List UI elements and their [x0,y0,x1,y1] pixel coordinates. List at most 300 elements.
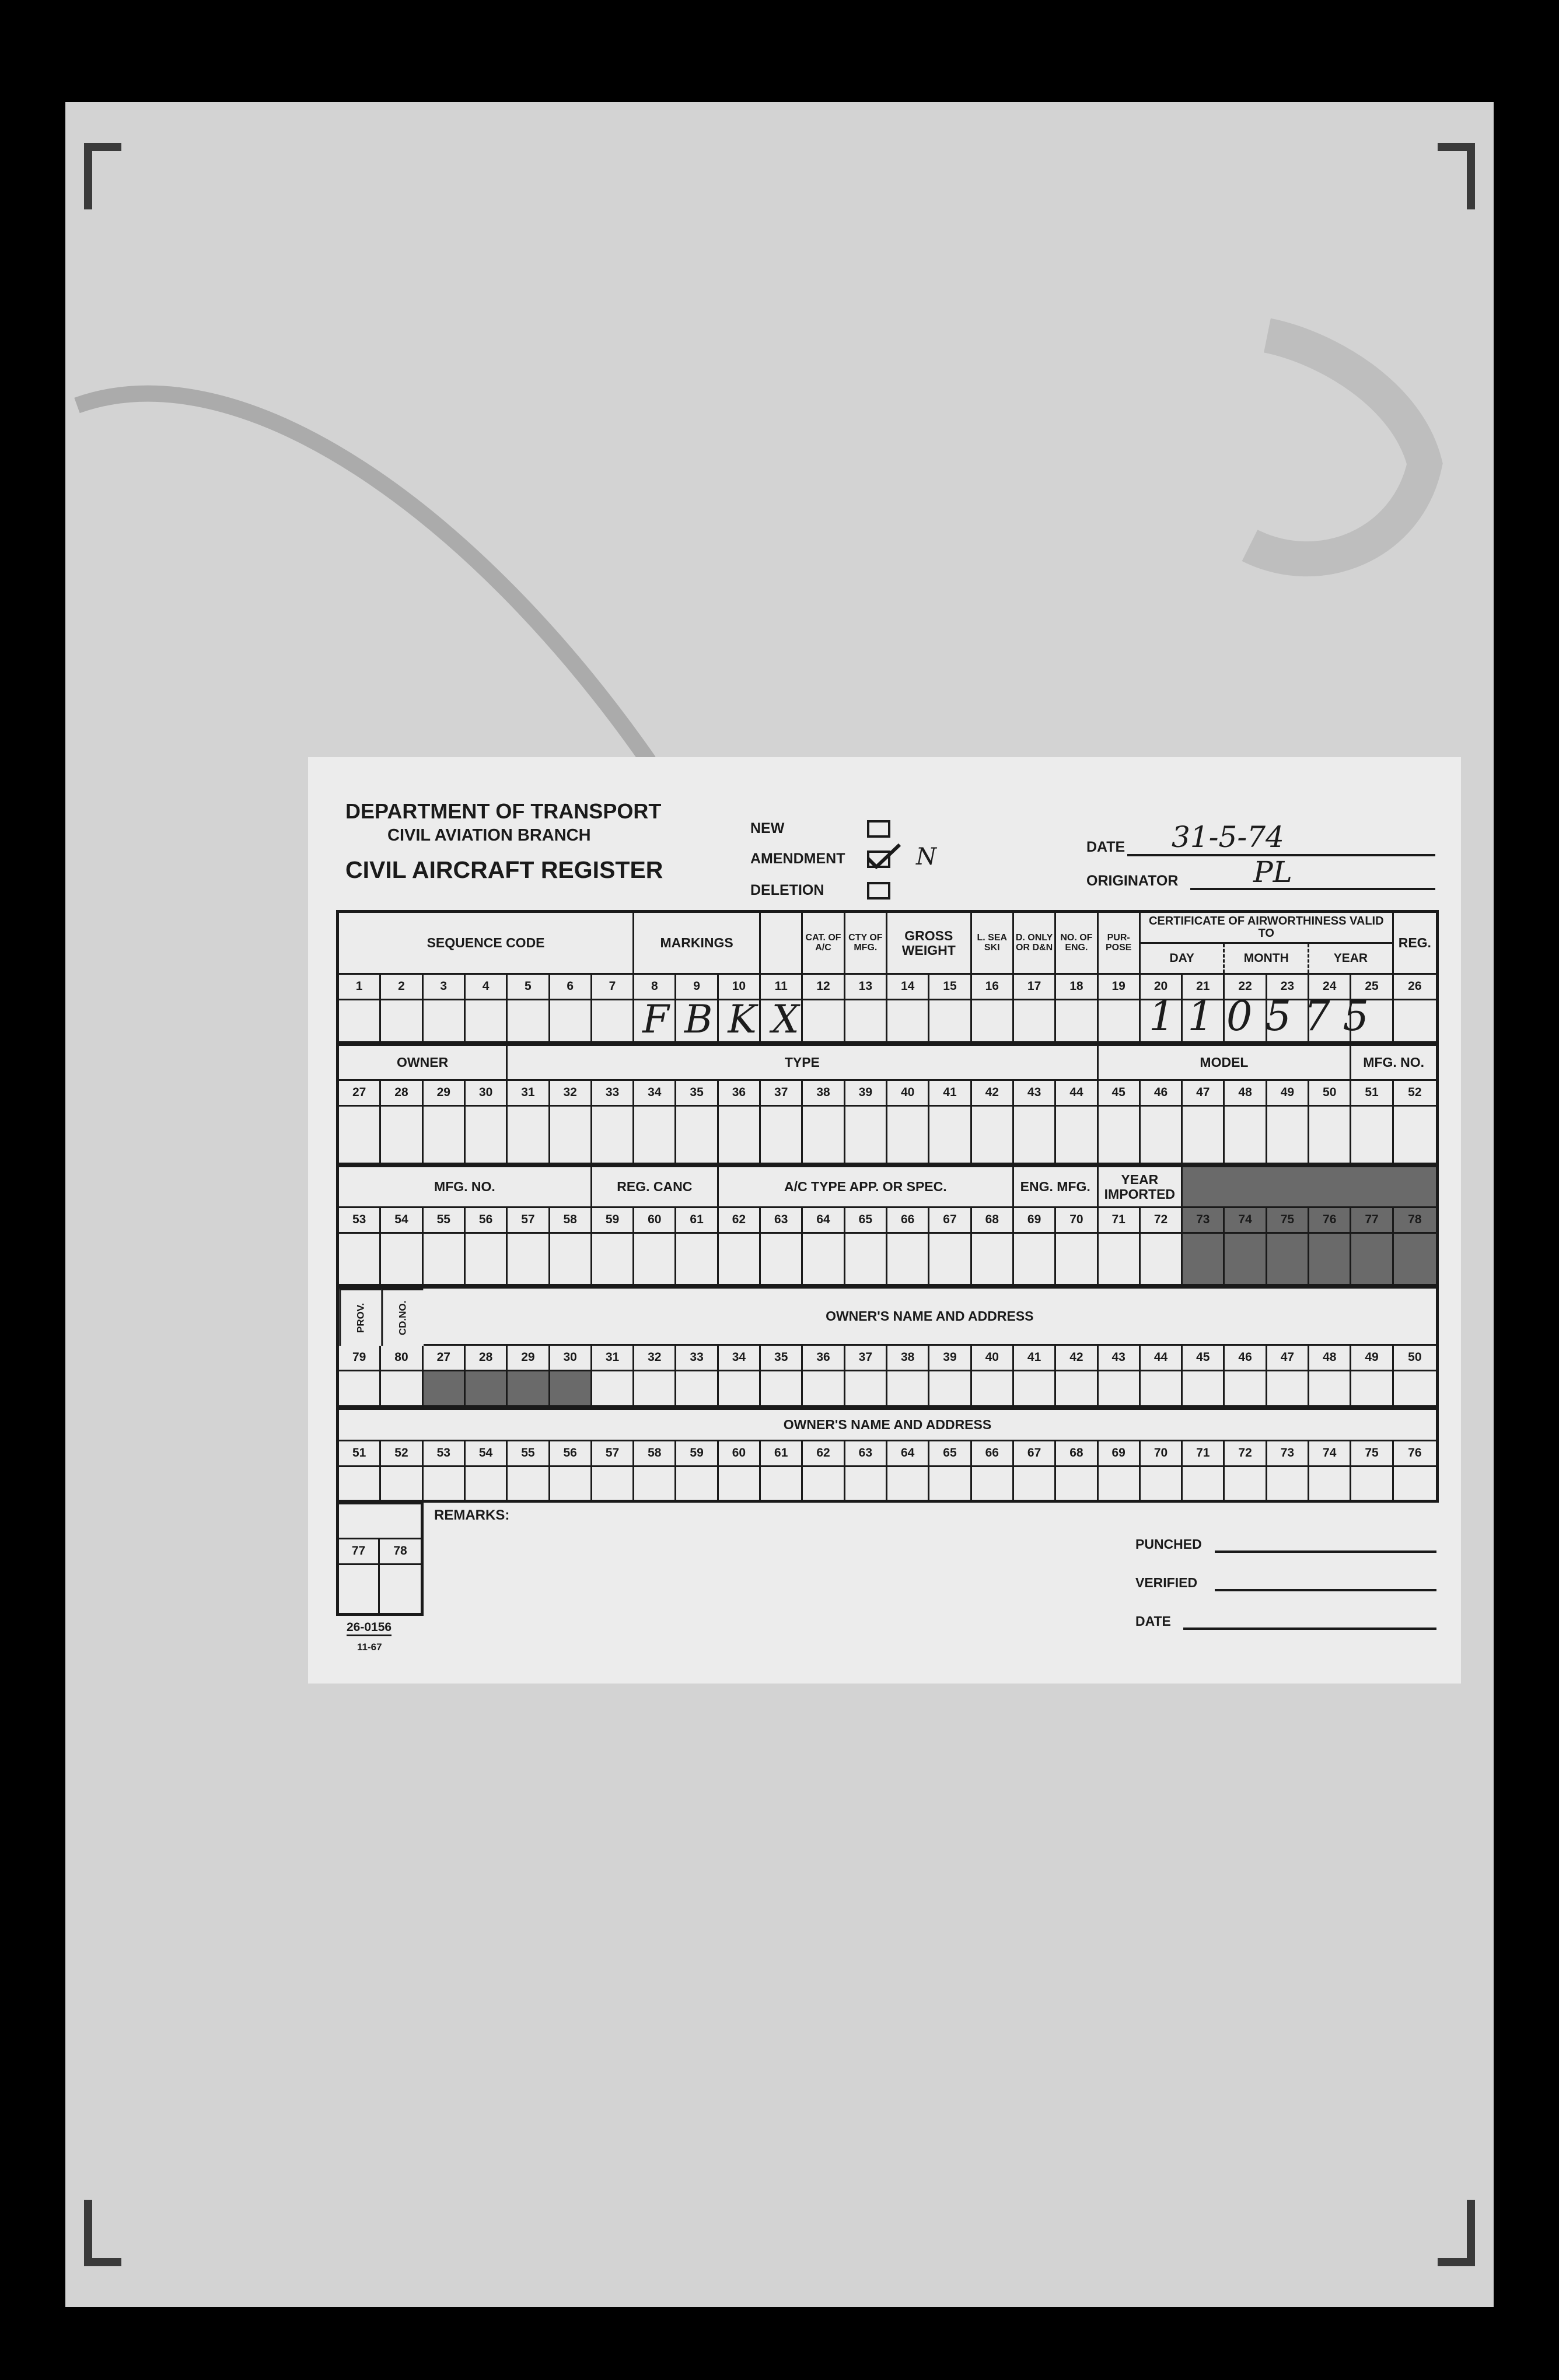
header-certificate-title: CERTIFICATE OF AIRWORTHINESS VALID TO [1141,913,1392,944]
header-sequence-code: SEQUENCE CODE [339,913,634,975]
grid-section-6 [336,1502,424,1616]
deletion-checkbox[interactable] [867,882,890,900]
entry-cell[interactable] [929,1000,971,1041]
form-date: 11-67 [357,1642,382,1653]
column-number: 45 [1183,1346,1225,1371]
header-sea-ski: L. SEA SKI [972,913,1014,975]
column-number: 10 [719,975,761,1000]
entry-cell[interactable] [634,1107,676,1163]
column-number: 34 [719,1346,761,1371]
column-number: 12 [803,975,845,1000]
column-number: 50 [1394,1346,1436,1371]
entry-cell[interactable] [972,1234,1014,1284]
entry-cell[interactable] [550,1467,592,1500]
column-number: 55 [508,1441,550,1467]
column-number: 32 [634,1346,676,1371]
entry-cell[interactable] [592,1107,634,1163]
entry-cell[interactable] [929,1234,971,1284]
header-markings: MARKINGS [634,913,761,975]
column-number: 44 [1056,1081,1098,1107]
column-number: 73 [1183,1208,1225,1234]
entry-cell[interactable] [550,1234,592,1284]
entry-cell[interactable] [1056,1234,1098,1284]
column-number: 62 [803,1441,845,1467]
verified-line [1215,1589,1436,1591]
originator-line [1190,888,1435,890]
entry-cell[interactable] [466,1467,508,1500]
header-certificate [1141,913,1394,975]
column-number: 72 [1141,1208,1183,1234]
entry-cell[interactable] [1309,1371,1351,1405]
column-number: 58 [634,1441,676,1467]
column-number: 25 [1351,975,1393,1000]
entry-cell[interactable] [845,1107,887,1163]
column-number: 51 [1351,1081,1393,1107]
new-checkbox[interactable] [867,820,890,838]
entry-cell[interactable] [1014,1467,1056,1500]
entry-cell[interactable] [550,1000,592,1041]
entry-cell[interactable] [1351,1107,1393,1163]
entry-cell[interactable] [339,1107,381,1163]
entry-cell[interactable] [887,1467,929,1500]
entry-cell[interactable] [634,1234,676,1284]
header-certificate-sub [1141,944,1392,973]
entry-cell[interactable] [719,1371,761,1405]
entry-cell[interactable] [761,1107,803,1163]
entry-cell[interactable] [1014,1107,1056,1163]
header-year: YEAR [1333,951,1368,965]
entry-cell[interactable] [1267,1371,1309,1405]
column-number: 62 [719,1208,761,1234]
header-owners-name-address-2: OWNER'S NAME AND ADDRESS [339,1410,1436,1441]
entry-cell[interactable] [887,1371,929,1405]
entry-cell[interactable] [592,1000,634,1041]
column-number: 7 [592,975,634,1000]
entry-cell[interactable] [1394,1371,1436,1405]
entry-cell[interactable] [761,1371,803,1405]
civil-aircraft-register-card [308,757,1461,1684]
column-number: 23 [1267,975,1309,1000]
column-number: 51 [339,1441,381,1467]
entry-cell[interactable] [676,1467,718,1500]
entry-cell[interactable] [761,1234,803,1284]
entry-cell[interactable] [381,1371,423,1405]
column-number: 69 [1014,1208,1056,1234]
column-number: 77 [339,1539,380,1565]
header-purpose: PUR-POSE [1099,913,1141,975]
column-number: 50 [1309,1081,1351,1107]
column-number: 78 [380,1539,421,1565]
option-amendment-label: AMENDMENT [750,850,845,867]
column-number: 18 [1056,975,1098,1000]
register-title: CIVIL AIRCRAFT REGISTER [345,856,663,883]
entry-cell[interactable] [381,1234,423,1284]
grid-section-4 [336,1286,1439,1408]
column-number: 40 [887,1081,929,1107]
entry-cell[interactable] [887,1000,929,1041]
entry-cell[interactable] [1267,1234,1309,1284]
header-gross-weight: GROSS WEIGHT [887,913,972,975]
column-number: 57 [592,1441,634,1467]
column-number: 53 [424,1441,466,1467]
entry-cell[interactable] [508,1467,550,1500]
entry-cell[interactable] [845,1000,887,1041]
entry-cell[interactable] [1394,1234,1436,1284]
column-number: 73 [1267,1441,1309,1467]
column-number: 37 [845,1346,887,1371]
entry-cell[interactable] [424,1107,466,1163]
column-number: 54 [466,1441,508,1467]
column-number: 42 [972,1081,1014,1107]
column-number: 66 [887,1208,929,1234]
column-number: 9 [676,975,718,1000]
entry-cell[interactable] [1014,1371,1056,1405]
column-number: 20 [1141,975,1183,1000]
column-number: 54 [381,1208,423,1234]
column-number: 19 [1099,975,1141,1000]
column-number: 66 [972,1441,1014,1467]
column-number: 68 [1056,1441,1098,1467]
entry-cell[interactable] [676,1107,718,1163]
column-number: 60 [634,1208,676,1234]
header-reg: REG. [1394,913,1436,975]
date-value[interactable]: 31-5-74 [1172,820,1284,854]
column-number: 60 [719,1441,761,1467]
column-number: 21 [1183,975,1225,1000]
entry-cell[interactable] [1056,1371,1098,1405]
column-number: 16 [972,975,1014,1000]
entry-cell[interactable] [1056,1000,1098,1041]
column-number: 46 [1141,1081,1183,1107]
grid-section-2 [336,1043,1439,1166]
check-mark-icon [866,844,901,869]
column-number: 48 [1225,1081,1267,1107]
column-number: 63 [845,1441,887,1467]
header-cat-of-ac: CAT. OF A/C [803,913,845,975]
entry-cell[interactable] [929,1371,971,1405]
entry-cell[interactable] [424,1371,466,1405]
column-number: 48 [1309,1346,1351,1371]
markings-handwritten[interactable]: FBKX [642,997,815,1042]
column-number: 14 [887,975,929,1000]
entry-cell[interactable] [676,1234,718,1284]
entry-cell[interactable] [381,1000,423,1041]
column-number: 74 [1225,1208,1267,1234]
column-number: 71 [1183,1441,1225,1467]
header-year-imported: YEAR IMPORTED [1099,1167,1183,1208]
column-number: 38 [887,1346,929,1371]
entry-cell[interactable] [803,1371,845,1405]
entry-cell[interactable] [887,1234,929,1284]
header-model: MODEL [1099,1046,1352,1081]
column-number: 77 [1351,1208,1393,1234]
entry-cell[interactable] [1183,1371,1225,1405]
entry-cell[interactable] [719,1467,761,1500]
column-number: 40 [972,1346,1014,1371]
entry-cell[interactable] [1099,1371,1141,1405]
column-number: 30 [550,1346,592,1371]
column-number: 27 [339,1081,381,1107]
entry-cell[interactable] [508,1107,550,1163]
header-no-of-eng: NO. OF ENG. [1056,913,1098,975]
column-number: 70 [1141,1441,1183,1467]
column-number: 63 [761,1208,803,1234]
entry-cell[interactable] [1225,1371,1267,1405]
bottom-date-line [1183,1628,1436,1630]
column-number: 52 [381,1441,423,1467]
entry-cell[interactable] [929,1467,971,1500]
punched-label: PUNCHED [1135,1536,1202,1552]
header-owner: OWNER [339,1046,508,1081]
entry-cell[interactable] [1099,1467,1141,1500]
column-number: 46 [1225,1346,1267,1371]
entry-cell[interactable] [1014,1000,1056,1041]
column-number: 67 [1014,1441,1056,1467]
entry-cell[interactable] [1099,1107,1141,1163]
column-number: 28 [381,1081,423,1107]
entry-cell[interactable] [466,1371,508,1405]
originator-label: ORIGINATOR [1086,873,1179,889]
column-number: 80 [381,1346,423,1371]
column-number: 11 [761,975,803,1000]
entry-cell[interactable] [424,1234,466,1284]
column-number: 22 [1225,975,1267,1000]
column-number: 70 [1056,1208,1098,1234]
column-number: 42 [1056,1346,1098,1371]
header-reg-canc: REG. CANC [592,1167,719,1208]
certificate-handwritten[interactable]: 110575 [1148,992,1382,1040]
column-number: 65 [845,1208,887,1234]
column-number: 76 [1309,1208,1351,1234]
entry-cell[interactable] [1351,1371,1393,1405]
column-number: 57 [508,1208,550,1234]
entry-cell[interactable] [1141,1234,1183,1284]
column-number: 1 [339,975,381,1000]
bottom-date-label: DATE [1135,1614,1171,1629]
remarks-label: REMARKS: [434,1507,510,1523]
date-label: DATE [1086,839,1125,855]
entry-cell[interactable] [676,1371,718,1405]
entry-cell[interactable] [1099,1000,1141,1041]
section6-top-blank [339,1504,421,1539]
entry-cell[interactable] [845,1371,887,1405]
entry-cell[interactable] [1183,1467,1225,1500]
entry-cell[interactable] [1183,1107,1225,1163]
column-number: 39 [845,1081,887,1107]
entry-cell[interactable] [592,1234,634,1284]
column-number: 29 [508,1346,550,1371]
entry-cell[interactable] [466,1234,508,1284]
header-mfg-no-2: MFG. NO. [339,1167,592,1208]
column-number: 27 [424,1346,466,1371]
column-number: 33 [676,1346,718,1371]
column-number: 69 [1099,1441,1141,1467]
entry-cell[interactable] [719,1234,761,1284]
entry-cell[interactable] [972,1371,1014,1405]
entry-cell[interactable] [1225,1467,1267,1500]
header-owners-name-address-1: OWNER'S NAME AND ADDRESS [424,1289,1436,1346]
column-number: 58 [550,1208,592,1234]
header-day: DAY [1141,944,1225,973]
entry-cell[interactable] [845,1234,887,1284]
column-number: 8 [634,975,676,1000]
header-type: TYPE [508,1046,1098,1081]
entry-cell[interactable] [1394,1107,1436,1163]
entry-cell[interactable] [339,1371,381,1405]
entry-cell[interactable] [972,1000,1014,1041]
entry-cell[interactable] [381,1107,423,1163]
entry-cell[interactable] [380,1565,421,1613]
column-number: 28 [466,1346,508,1371]
entry-cell[interactable] [339,1234,381,1284]
entry-cell[interactable] [1141,1107,1183,1163]
column-number: 52 [1394,1081,1436,1107]
column-number: 72 [1225,1441,1267,1467]
column-number: 53 [339,1208,381,1234]
column-number: 36 [719,1081,761,1107]
department-title: DEPARTMENT OF TRANSPORT [345,799,662,823]
header-ac-type-app: A/C TYPE APP. OR SPEC. [719,1167,1014,1208]
column-number: 17 [1014,975,1056,1000]
entry-cell[interactable] [1225,1234,1267,1284]
shaded-block [1183,1167,1436,1208]
entry-cell[interactable] [424,1467,466,1500]
column-number: 56 [466,1208,508,1234]
form-number: 26-0156 [347,1620,392,1636]
header-eng-mfg: ENG. MFG. [1014,1167,1099,1208]
column-number: 43 [1014,1081,1056,1107]
entry-cell[interactable] [508,1000,550,1041]
column-number: 30 [466,1081,508,1107]
column-number: 59 [592,1208,634,1234]
entry-cell[interactable] [972,1107,1014,1163]
column-number: 56 [550,1441,592,1467]
column-number: 3 [424,975,466,1000]
entry-cell[interactable] [929,1107,971,1163]
entry-cell[interactable] [424,1000,466,1041]
column-number: 2 [381,975,423,1000]
column-number: 59 [676,1441,718,1467]
column-number: 71 [1099,1208,1141,1234]
entry-cell[interactable] [1309,1467,1351,1500]
entry-cell[interactable] [339,1467,381,1500]
entry-cell[interactable] [466,1107,508,1163]
column-number: 29 [424,1081,466,1107]
header-mfg-no: MFG. NO. [1351,1046,1436,1081]
column-number: 35 [761,1346,803,1371]
entry-cell[interactable] [1183,1234,1225,1284]
entry-cell[interactable] [1351,1467,1393,1500]
column-number: 43 [1099,1346,1141,1371]
column-number: 76 [1394,1441,1436,1467]
entry-cell[interactable] [1394,1000,1436,1041]
entry-cell[interactable] [761,1467,803,1500]
column-number: 68 [972,1208,1014,1234]
header-month: MONTH [1225,944,1309,973]
column-number: 35 [676,1081,718,1107]
amendment-checkbox[interactable] [867,850,890,868]
entry-cell[interactable] [381,1467,423,1500]
column-number: 5 [508,975,550,1000]
entry-cell[interactable] [1141,1371,1183,1405]
entry-cell[interactable] [803,1467,845,1500]
column-number: 31 [508,1081,550,1107]
label-cd-no: CD.NO. [381,1289,423,1346]
column-number: 44 [1141,1346,1183,1371]
column-number: 32 [550,1081,592,1107]
column-number: 49 [1267,1081,1309,1107]
column-number: 64 [803,1208,845,1234]
option-deletion-label: DELETION [750,882,824,898]
column-number: 6 [550,975,592,1000]
entry-cell[interactable] [339,1000,381,1041]
entry-cell[interactable] [1394,1467,1436,1500]
column-number: 61 [676,1208,718,1234]
entry-cell[interactable] [1351,1234,1393,1284]
column-number: 37 [761,1081,803,1107]
entry-cell[interactable] [466,1000,508,1041]
column-number: 61 [761,1441,803,1467]
column-number: 74 [1309,1441,1351,1467]
entry-cell[interactable] [1056,1107,1098,1163]
column-number: 79 [339,1346,381,1371]
column-number: 47 [1267,1346,1309,1371]
column-number: 36 [803,1346,845,1371]
entry-cell[interactable] [1141,1467,1183,1500]
entry-cell[interactable] [634,1467,676,1500]
entry-cell[interactable] [1225,1107,1267,1163]
column-number: 78 [1394,1208,1436,1234]
column-number: 13 [845,975,887,1000]
entry-cell[interactable] [508,1371,550,1405]
entry-cell[interactable] [550,1371,592,1405]
verified-label: VERIFIED [1135,1575,1198,1590]
entry-cell[interactable] [1309,1107,1351,1163]
entry-cell[interactable] [803,1234,845,1284]
entry-cell[interactable] [887,1107,929,1163]
entry-cell[interactable] [550,1107,592,1163]
header-d-only: D. ONLY OR D&N [1014,913,1056,975]
entry-cell[interactable] [719,1107,761,1163]
column-number: 45 [1099,1081,1141,1107]
entry-cell[interactable] [1014,1234,1056,1284]
entry-cell[interactable] [972,1467,1014,1500]
entry-cell[interactable] [845,1467,887,1500]
originator-value[interactable]: PL [1253,855,1292,889]
entry-cell[interactable] [339,1565,380,1613]
column-number: 55 [424,1208,466,1234]
amendment-note: N [916,844,936,870]
entry-cell[interactable] [1056,1467,1098,1500]
entry-cell[interactable] [592,1467,634,1500]
entry-cell[interactable] [508,1234,550,1284]
grid-section-3 [336,1164,1439,1287]
column-number: 31 [592,1346,634,1371]
entry-cell[interactable] [592,1371,634,1405]
entry-cell[interactable] [634,1371,676,1405]
column-number: 75 [1267,1208,1309,1234]
entry-cell[interactable] [1267,1107,1309,1163]
column-number: 4 [466,975,508,1000]
entry-cell[interactable] [1309,1234,1351,1284]
column-number: 64 [887,1441,929,1467]
entry-cell[interactable] [1099,1234,1141,1284]
column-number: 41 [1014,1346,1056,1371]
column-number: 34 [634,1081,676,1107]
column-number: 41 [929,1081,971,1107]
entry-cell[interactable] [1267,1467,1309,1500]
entry-cell[interactable] [803,1107,845,1163]
